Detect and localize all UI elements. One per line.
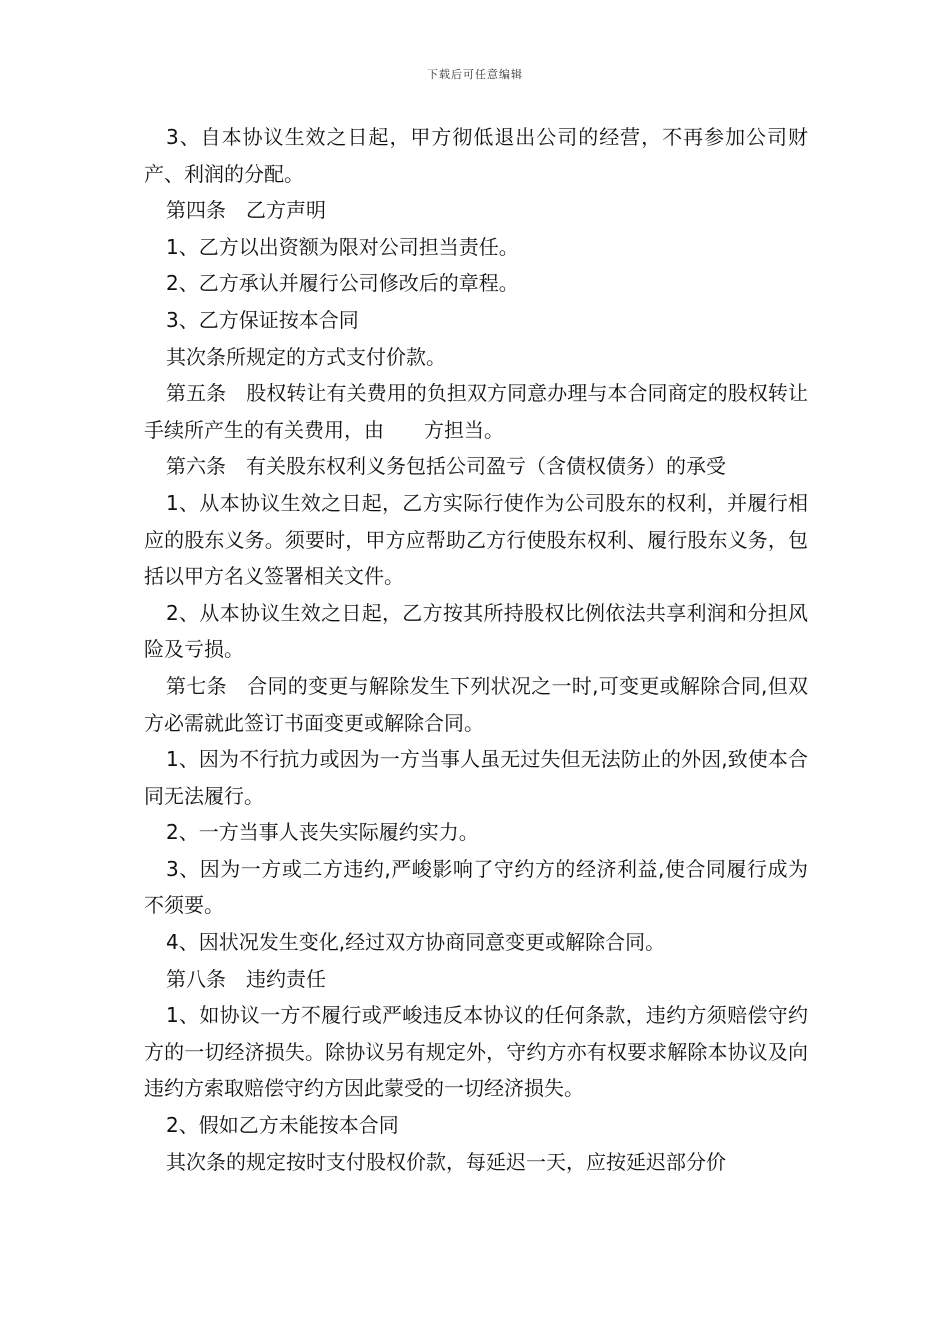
- article-4-heading: 第四条 乙方声明: [166, 198, 326, 223]
- article-8-item-2-continued: 其次条的规定按时支付股权价款，每延迟一天，应按延迟部分价: [166, 1149, 726, 1174]
- article-7-item-4: 4、因状况发生变化,经过双方协商同意变更或解除合同。: [166, 930, 666, 955]
- article-4-item-2: 2、乙方承认并履行公司修改后的章程。: [166, 271, 519, 296]
- article-7-paragraph: 第七条 合同的变更与解除发生下列状况之一时,可变更或解除合同,但双方必需就此签订书面变更或解除合同。: [144, 673, 808, 735]
- article-5-paragraph: 第五条 股权转让有关费用的负担双方同意办理与本合同商定的股权转让手续所产生的有关费用，由 方担当。: [144, 381, 808, 442]
- article-8-item-1: 1、如协议一方不履行或严峻违反本协议的任何条款，违约方须赔偿守约方的一切经济损失。除协议另有规定外，守约方亦有权要求解除本协议及向违约方索取赔偿守约方因此蒙受的一切经济损失。: [144, 1003, 808, 1101]
- clause-3-1-paragraph: 3、自本协议生效之日起，甲方彻低退出公司的经营，不再参加公司财产、利润的分配。: [144, 125, 808, 186]
- article-6-heading: 第六条 有关股东权利义务包括公司盈亏（含债权债务）的承受: [166, 454, 726, 479]
- contract-body: [144, 119, 808, 1180]
- article-8-item-2: 2、假如乙方未能按本合同: [166, 1113, 399, 1138]
- article-7-item-2: 2、一方当事人丧失实际履约实力。: [166, 820, 479, 845]
- article-7-item-3: 3、因为一方或二方违约,严峻影响了守约方的经济利益,使合同履行成为不须要。: [144, 856, 808, 918]
- article-6-item-2: 2、从本协议生效之日起，乙方按其所持股权比例依法共享利润和分担风险及亏损。: [144, 600, 808, 662]
- page-header: 下载后可任意编辑: [427, 68, 523, 81]
- article-8-heading: 第八条 违约责任: [166, 966, 326, 991]
- article-7-item-1: 1、因为不行抗力或因为一方当事人虽无过失但无法防止的外因,致使本合同无法履行。: [144, 747, 808, 808]
- article-4-item-3-continued: 其次条所规定的方式支付价款。: [166, 344, 446, 369]
- article-4-item-1: 1、乙方以出资额为限对公司担当责任。: [166, 234, 519, 259]
- article-4-item-3: 3、乙方保证按本合同: [166, 307, 359, 332]
- article-6-item-1: 1、从本协议生效之日起，乙方实际行使作为公司股东的权利，并履行相应的股东义务。须要时，甲方应帮助乙方行使股东权利、履行股东义务，包括以甲方名义签署相关文件。: [144, 490, 808, 589]
